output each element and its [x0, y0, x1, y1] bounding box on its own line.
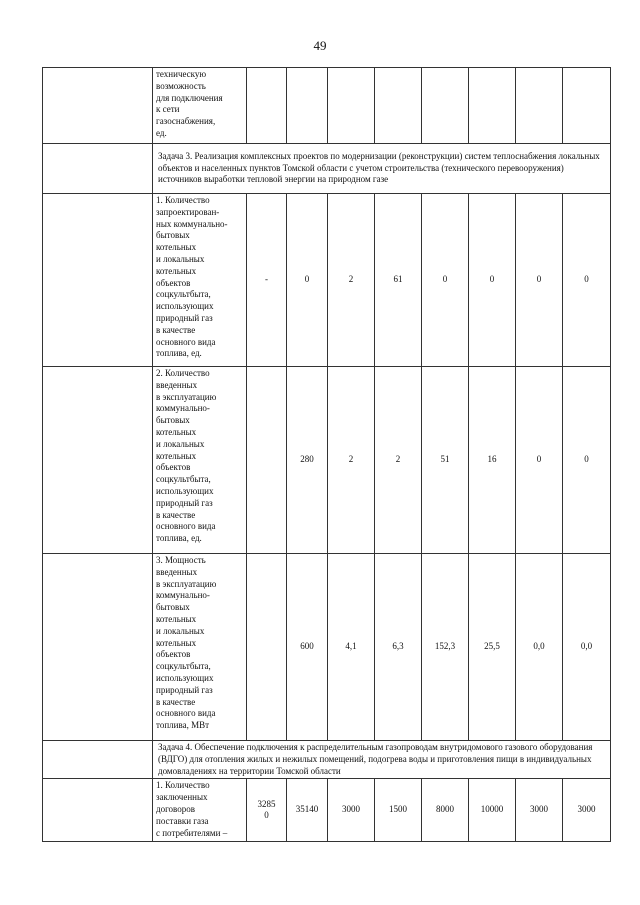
- value-cell: 0: [516, 194, 563, 367]
- value-cell: 6,3: [375, 554, 422, 741]
- value-cell: 600: [287, 554, 328, 741]
- value-cell: 51: [422, 367, 469, 554]
- blank-cell: [43, 779, 153, 842]
- blank-cell: [43, 367, 153, 554]
- value-cell: 35140: [287, 779, 328, 842]
- value-cell: [516, 68, 563, 144]
- value-cell: [375, 68, 422, 144]
- value-cell: 2: [328, 194, 375, 367]
- table-row: [43, 741, 611, 779]
- value-cell: 3000: [563, 779, 611, 842]
- table-row: [43, 367, 611, 554]
- table-row: [43, 554, 611, 741]
- indicator-table: [42, 67, 611, 842]
- value-cell: [247, 68, 287, 144]
- table-row: [43, 68, 611, 144]
- value-cell: 1500: [375, 779, 422, 842]
- table-row: [43, 144, 611, 194]
- value-cell: 0: [563, 194, 611, 367]
- value-cell: [469, 68, 516, 144]
- value-cell: 2: [328, 367, 375, 554]
- value-cell: [328, 68, 375, 144]
- value-cell: [422, 68, 469, 144]
- indicator-label: 1. Количество запроектирован- ных коммунально- бытовых котельных и локальных котельных объектов соцкультбыта, использующих природный газ в качестве основного вида топлива, ед.: [153, 194, 247, 367]
- value-cell: 0: [469, 194, 516, 367]
- value-cell: 10000: [469, 779, 516, 842]
- value-cell: 0: [516, 367, 563, 554]
- value-cell: 4,1: [328, 554, 375, 741]
- blank-cell: [43, 554, 153, 741]
- table-row: [43, 779, 611, 842]
- indicator-label: 3. Мощность введенных в эксплуатацию коммунально- бытовых котельных и локальных котельных объектов соцкультбыта, использующих природный газ в качестве основного вида топлива, МВт: [153, 554, 247, 741]
- value-cell: 280: [287, 367, 328, 554]
- blank-cell: [43, 68, 153, 144]
- value-cell: -: [247, 194, 287, 367]
- value-cell: 0: [563, 367, 611, 554]
- value-cell: 0: [287, 194, 328, 367]
- value-cell: 3285 0: [247, 779, 287, 842]
- task-heading: Задача 3. Реализация комплексных проектов по модернизации (реконструкции) систем теплоснабжения локальных объектов и населенных пунктов Томской области с учетом строительства (технического перевооружения) источников выработки тепловой энергии на природном газе: [153, 144, 611, 194]
- value-cell: 16: [469, 367, 516, 554]
- value-cell: 0,0: [563, 554, 611, 741]
- blank-cell: [43, 144, 153, 194]
- value-cell: 25,5: [469, 554, 516, 741]
- indicator-label: 1. Количество заключенных договоров поставки газа с потребителями –: [153, 779, 247, 842]
- page-number: 49: [313, 38, 327, 53]
- value-cell: 0,0: [516, 554, 563, 741]
- blank-cell: [43, 194, 153, 367]
- value-cell: 2: [375, 367, 422, 554]
- value-cell: [247, 554, 287, 741]
- table-row: [43, 194, 611, 367]
- value-cell: 3000: [516, 779, 563, 842]
- blank-cell: [43, 741, 153, 779]
- value-cell: [287, 68, 328, 144]
- value-cell: [247, 367, 287, 554]
- task-heading: Задача 4. Обеспечение подключения к распределительным газопроводам внутридомового газового оборудования (ВДГО) для отопления жилых и нежилых помещений, подогрева воды и приготовления пищи в индивидуальных домовладениях на территории Томской области: [153, 741, 611, 779]
- value-cell: 8000: [422, 779, 469, 842]
- value-cell: 3000: [328, 779, 375, 842]
- value-cell: 0: [422, 194, 469, 367]
- indicator-label: 2. Количество введенных в эксплуатацию коммунально- бытовых котельных и локальных котельных объектов соцкультбыта, использующих природный газ в качестве основного вида топлива, ед.: [153, 367, 247, 554]
- value-cell: 152,3: [422, 554, 469, 741]
- indicator-label: техническую возможность для подключения к сети газоснабжения, ед.: [153, 68, 247, 144]
- value-cell: [563, 68, 611, 144]
- value-cell: 61: [375, 194, 422, 367]
